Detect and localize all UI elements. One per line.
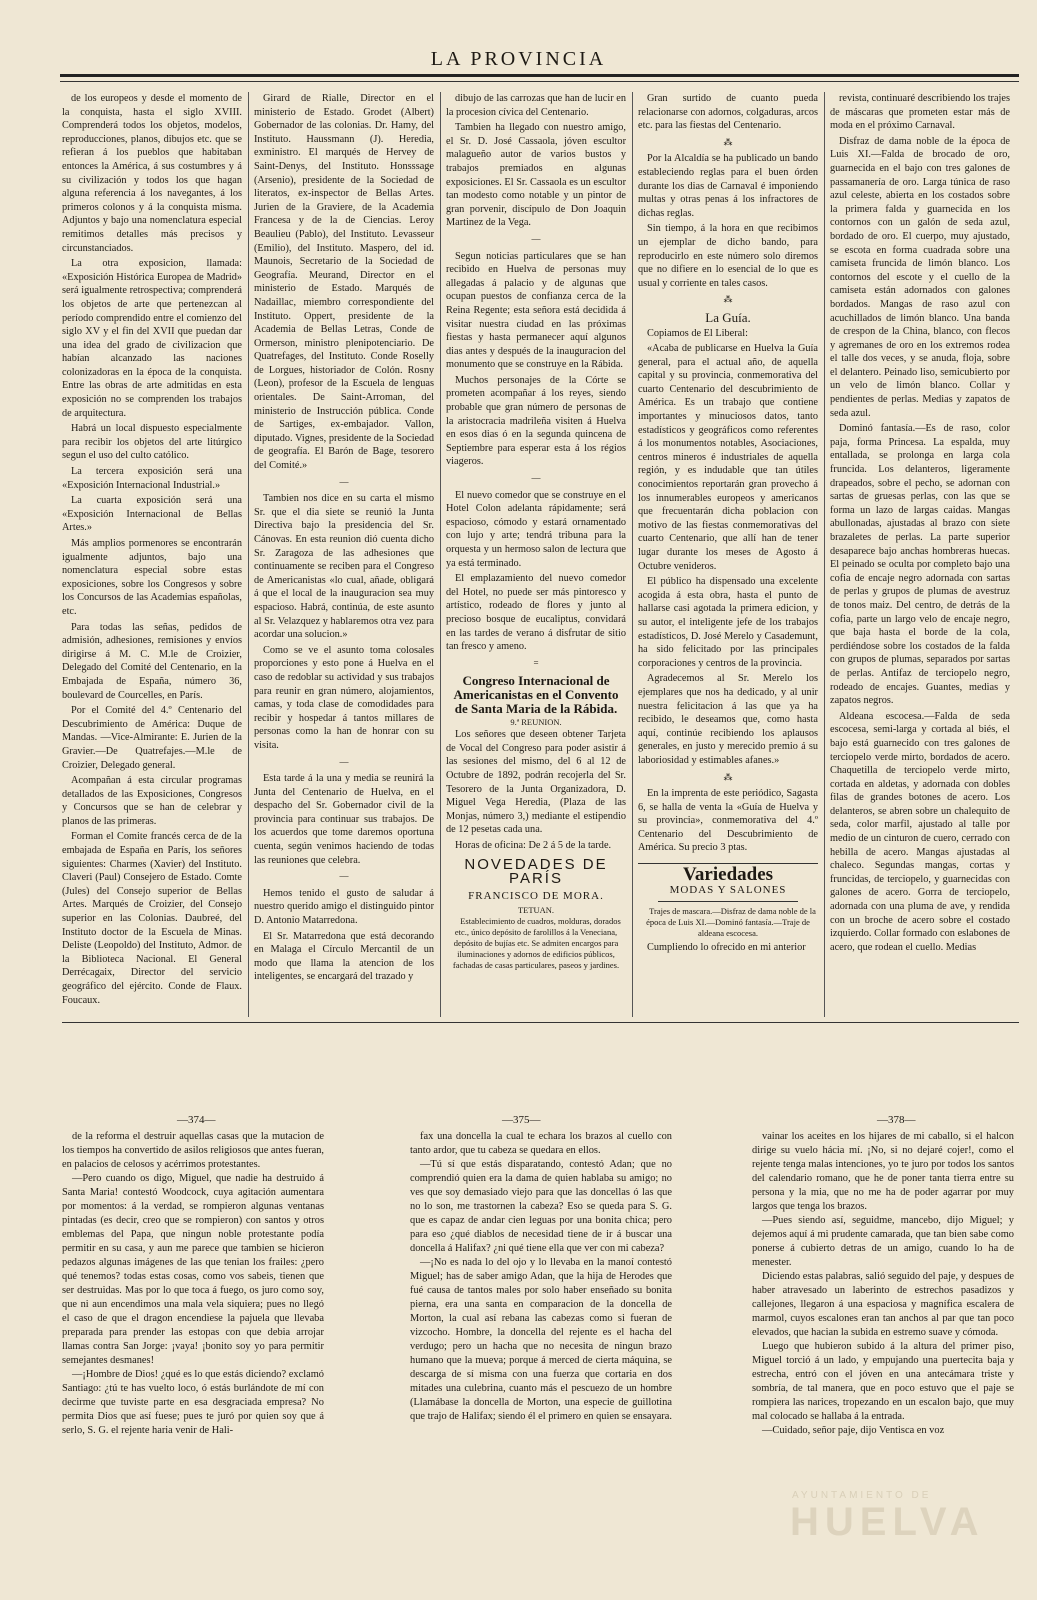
ornament: — [339,871,349,882]
paragraph: Segun noticias particulares que se han recibido en Huelva de personas muy allegadas á palacio y de algunas que ocupan puestos de confianza cerca de la Reina Regente; esta señora está decidida á visitar nuestra ciudad en las próximas fiestas y hasta permanecer aquí algunos dias antes y después de la inauguracion del monumento que se construye en la Rábida. [446,250,626,371]
page-number: —374— [177,1114,216,1126]
paragraph: de la reforma el destruir aquellas casas que la mutacion de los tiempos ha convertido de asilos religiosos que antes fueran, en palacios de celosos y acérrimos protestantes. [62,1131,324,1170]
columns-area [62,92,1022,1022]
page-number: —375— [502,1114,541,1126]
paragraph: Tambien ha llegado con nuestro amigo, el Sr. D. José Cassaola, jóven escultor malagueño autor de varios bustos y trabajos premiados en algunas exposiciones. El Sr. Cassaola es un escultor tan modesto como notable y un pintor de gran porvenir, discípulo de Don Joaquin Martinez de la Vega. [446,122,626,229]
masthead-rule [60,74,1019,77]
paragraph: Agradecemos al Sr. Merelo los ejemplares que nos ha dedicado, y al unir nuestra felicitacion á las que ya ha recibido, le deseamos que, como hasta aquí, continúe recibiendo los aplausos generales, en justo y merecido premio á su laboriosidad y estimables afanes.» [638,673,818,766]
paragraph: Como se ve el asunto toma colosales proporciones y esto pone á Huelva en el caso de redoblar su actividad y sus trabajos para reunir en gran número, alojamientos, camas, y toda clase de comodidades para recibir y hospedar á tantos millares de personas como la han de honrar con su visita. [254,644,434,751]
paragraph: revista, continuaré describiendo los trajes de máscaras que prometen estar más de moda en el próximo Carnaval. [830,93,1010,132]
paragraph: Esta tarde á la una y media se reunirá la Junta del Centenario de Huelva, en el despacho del Sr. Gobernador civil de la provincia para continuar sus trabajos. De los acuerdos que tome daremos oportuna cuenta, según venimos haciendo de todas las reuniones que celebra. [254,773,434,866]
paragraph: Hemos tenido el gusto de saludar á nuestro querido amigo el distinguido pintor D. Antonio Matarredona. [254,887,434,927]
paragraph: La tercera exposición será una «Exposición Internacional Industrial.» [62,466,242,491]
advert-body: Establecimiento de cuadros, molduras, dorados etc., único depósito de farolillos á la Veneciana, depósito de bujías etc. Se admiten encargos para iluminaciones y adornos de edificios públicos, fachadas de casas particulares, paseos y jardines. [452,916,621,971]
masthead: LA PROVINCIA [430,48,607,70]
ornament: ⁂ [723,771,733,782]
paragraph: —Pero cuando os digo, Miguel, que nadie ha destruido á Santa Maria! contestó Woodcock, cuya agitación aumentara por momentos: á la verdad, se rompieron algunas ventanas pintadas (es decir, creo que se rompieron) con santos y otros emblemas del Papa, que ningun noble protestante podía permitir en su casa, y aun me parece que tambien se hicieron pedazos algunas imágenes de las que tenian los frailes: ¿pero qué tenemos? todas estas cosas, como vos sabeis, tienen que ser destruidas. Mas por lo que toca á fuego, os juro como soy, que ni aun encendimos una mala vela siquiera; pues no llegó el caso de que el dragon encendiese la pajuela que llevaba preparada para prender las estopas con que debia arrojar llamas contra San Jorge: ¡vaya! ¡bonito soy yo para permitir semejantes desmanes! [62,1173,324,1366]
archive-watermark-sub: AYUNTAMIENTO DE [792,1490,932,1501]
column-divider [248,92,249,1017]
paragraph: En la imprenta de este periódico, Sagasta 6, se halla de venta la «Guía de Huelva y su provincia», conmemorativa del 4.º Centenario del Descubrimiento de América. Su precio 3 ptas. [638,788,818,854]
paragraph: El emplazamiento del nuevo comedor del Hotel, no puede ser más pintoresco y artístico, rodeado de flores y junto al precioso bosque de eucaliptus, convidará en las tardes de verano á disfrutar de sitio tan fresco y ameno. [446,573,626,653]
paragraph: La otra exposicion, llamada: «Exposición Histórica Europea de Madrid» será igualmente retrospectiva; comprenderá los objetos de arte que pertenezcan al período comprendido entre el comienzo del siglo XV y el fin del XVII que puedan dar una idea del grado de civilizacion que habían alcanzado las naciones colonizadoras en la época de la conquista. Entre las obras de arte admitidas en esta exposición no se comprenden los trabajos de arquitectura. [62,258,242,419]
folletin-column-1 [62,1130,324,1585]
column-2 [254,92,434,1017]
paragraph: Habrá un local dispuesto especialmente para recibir los objetos del arte litúrgico segun el uso del culto católico. [62,423,242,462]
column-5 [830,92,1010,1017]
congreso-subtitle: 9.ª REUNION. [510,717,562,728]
section-rule [658,901,798,902]
column-divider [632,92,633,1017]
paragraph: Horas de oficina: De 2 á 5 de la tarde. [455,839,612,851]
paragraph: Diciendo estas palabras, salió seguido del paje, y despues de haber atravesado un laberinto de estrechos pasadizos y callejones, llegaron á una espaciosa y magnífica escalera de marmol, cuyos escalones eran tan anchos al par que tan poco elevados, que hacian la subida en estremo suave y cómoda. [752,1271,1014,1338]
advert-street: TETUAN. [517,905,555,916]
page-number: —378— [877,1114,916,1126]
paragraph: de los europeos y desde el momento de la conquista, hasta el siglo XVIII. Comprenderá todos los objetos, modelos, reproducciones, planos, dibujos etc. que se refieran á los pueblos que habitaban entonces la América, á sus costumbres y á su civilización y todos los que hagan alguna referencia á los navegantes, á los primeros colonos y á la conquista misma. Adjuntos y bajo una nomenclatura especial remitimos detalles más precisos y circunstanciados. [62,93,242,254]
advert-name: FRANCISCO DE MORA. [468,889,604,902]
paragraph: La cuarta exposición será una «Exposición Internacional de Bellas Artes.» [62,495,242,534]
column-1 [62,92,242,1017]
ornament: ⁂ [723,136,733,147]
folletin-column-2 [410,1130,672,1585]
paragraph: El nuevo comedor que se construye en el Hotel Colon adelanta rápidamente; será espacioso, cómodo y estará ornamentado con lujo y arte; tendrá tribuna para la orquesta y un hermoso salon de lectura que ya está terminado. [446,489,626,569]
paragraph: El público ha dispensado una excelente acogida á esta obra, hasta el punto de hallarse casi agotada la primera edicion, y su autor, el inteligente jefe de los trabajos estadísticos, D. José Merelo y Casademunt, ha sido felicitado por las principales corporaciones y centros de la provincia. [638,576,818,669]
paragraph: El Sr. Matarredona que está decorando en Malaga el Círculo Mercantil de un modo que llama la atencion de los inteligentes, se encargará del trazado y [254,930,434,983]
paragraph: Dominó fantasía.—Es de raso, color paja, forma Princesa. La espalda, muy entallada, se prolonga en larga cola fruncida. Los delanteros, ligeramente drapeados, sobre el pecho, se adornan con sartas de gruesas perlas, con las que se forma un lazo de largas caidas. Mangas abullonadas, ajustadas al brazo con siete brazaletes de perlas. La parte superior desaparece bajo anchas hombreras huecas. El peinado se oculta por completo bajo una cofia de encaje negro adornada con sartas de perlas y grupos de plumas de avestruz de tonos maiz. Del centro, de detrás de la cofia, parte un largo velo de encaje negro, que baja hasta el borde de la cola, perdiéndose sobre los costados de la falda con grupos de plumas, separados por sartas de perlas. Antifaz de terciopelo negro, rodeado de encajes. Guantes, medias y zapatos negros. [830,423,1010,707]
paragraph: dibujo de las carrozas que han de lucir en la procesion cívica del Centenario. [446,93,626,118]
paragraph: Cumpliendo lo ofrecido en mi anterior [647,942,806,954]
paragraph: vainar los aceites en los hijares de mi caballo, si el halcon dirige su vuelo hácia mí. ¡No, si no dejaré cojer!, como el rejente tenga malas intenciones, yo te juro por todos los santos del calendario romano, que he de poner tanta tierra entre su persona y la mia, que no me ha de poder agarrar por muy largos que tenga los brazos. [752,1131,1014,1212]
variedades-heading: Variedades [638,863,818,882]
paragraph: Los señores que deseen obtener Tarjeta de Vocal del Congreso para poder asistir á las sesiones del mismo, del 6 al 12 de Octubre de 1892, podrán recojerla del Sr. Tesorero de la Junta Organizadora, D. Miguel Vega Heredia, (Plaza de las Monjas, número 3,) mediante el estipendio de 12 pesetas cada una. [446,729,626,836]
paragraph: Aldeana escocesa.—Falda de seda escocesa, semi-larga y cortada al biés, el bajo está guarnecido con tres galones de terciopelo verde mirto, bordados de acero. Chaquetilla de terciopelo verde mirto, cortada en aldetas, y adornada con dobles filas de grandes botones de acero. Los delanteros, se abren sobre un chalequito de seda, color marfil, ajustado al talle por medio de un cinturon de cuero, cerrado con hebilla de acero. Mangas ajustadas al chaleco. Segundas mangas, cortas y fruncidas, de terciopelo, y guarnecidas con galones de acero. Gorra de terciopelo, adornada con una pluma de ave, y rendida con un broche de acero sobre el costado izquierdo. Collar formado con eslabones de acero, que rodean el cuello. Medias [830,710,1010,953]
column-divider [824,92,825,1017]
paragraph: Forman el Comite francés cerca de de la embajada de España en París, los señores siguientes: Charmes (Xavier) del Instituto. Claveri (Paul) Consejero de Estado. Comte (Jules) del Consejo superior de Bellas Artes. Marqués de Croizier, del Consejo superior en las Colonias. Daubreé, del Instituto doctor de la Escuela de Minas. Deliste (Leopoldo) del Instituto, Admor. de la Biblioteca Nacional. El General Derrécagaix, Director del servicio geográfico del ejército. Conde de Flaux. Foucaux. [62,831,242,1006]
paragraph: Luego que hubieron subido á la altura del primer piso, Miguel torció á un lado, y empujando una puertecita baja y estrecha, entró con el jóven en una antecámara triste y sombría, de tal manera, que en poco estuvo que el paje se rompiera las narices, tropezando en un escalon bajo, que muy mal colocado se hallaba á la entrada. [752,1341,1014,1422]
paragraph: Copiamos de El Liberal: [647,327,748,339]
ornament: — [531,233,541,244]
paragraph: Por el Comité del 4.º Centenario del Descubrimiento de América: Duque de Mandas. —Vice-Almirante: E. Jurien de la Gravier.—De Quatrefajes.—M.le de Croizier, Delegado general. [62,705,242,771]
paragraph: Disfraz de dama noble de la época de Luis XI.—Falda de brocado de oro, guarnecida en el bajo con tres galones de passamanería de oro. Larga túnica de raso azul celeste, abierta en los costados sobre la primera falda y guarnecida en los contornos con un galón de seda azul, bordado de oro. El cuerpo, muy ajustado, se escota en forma cuadrada sobre una camiseta fruncida de limón blanco. Los contornos del escote y el cuello de la camiseta están adornados con galones bordados. Mangas de raso azul con acuchillados de limón blanco. Una banda de crespon de la China, blanco, con flecos y agremanes de oro en los extremos rodea el talle dos veces, y se anuda, floja, sobre el delantero. Peinado liso, semicubierto por un velo de limón blanco. Collar y pendientes de perlas. Medias y zapatos de seda azul. [830,135,1010,419]
variedades-subtitle: MODAS Y SALONES [669,883,787,896]
paragraph: Tambien nos dice en su carta el mismo Sr. que el dia siete se reunió la Junta Directiva bajo la presidencia del Sr. Cánovas. En esta reunion dió cuenta dicho Sr. Zaragoza de las adhesiones que continuamente se reciben para el Congreso de Americanistas «lo cual, añade, obligará á que el local de la inauguracion sea muy espacioso. Habrá, continúa, de este asunto al Sr. Velazquez y hablaremos otra vez para acordar una solucion.» [254,493,434,641]
paragraph: —¡Hombre de Dios! ¿qué es lo que estás diciendo? exclamó Santiago: ¿tú te has vuelto loco, ó estás burlándote de mí con decirme que tuviste parte en esa desgraciada empresa? No permita Dios que así fuese; pues te juró por quien soy que á serlo, S. G. el rejente haria venir de Hali- [62,1369,324,1436]
paragraph: —¡No es nada lo del ojo y lo llevaba en la manoí contestó Miguel; has de saber amigo Adan, que la hija de Herodes que fué causa de tantos males por solo haber enseñado su bonita pierna, era una santa en comparacion de la doncella de Morton, la cual así rebana las cabezas como si fueran de vizcocho. Hombre, la doncella del rejente es el hacha del verdugo; pero un hacha que no necesita de ningun brazo humano que la mueva; porque á merced de cierta máquina, se descarga de sí misma con una fuerza que cortaria en dos mitades una culebrina, cuanto más el pescuezo de un hombre (Llamábase la doncella de Morton, una especie de guillotina que trajo de Halifax; siendo él el primero en quien se ensayara. [410,1257,672,1422]
ornament: — [339,756,349,767]
column-divider [440,92,441,1017]
paragraph: fax una doncella la cual te echara los brazos al cuello con tanto ardor, que tu cabeza se quedara en ellos. [410,1131,672,1156]
masthead-rule-thin [60,81,1019,82]
paragraph: Girard de Rialle, Director en el ministerio de Estado. Grodet (Albert) Gobernador de las colonias. Dr. Hamy, del Instituto. Haussmann (J). Heredia, exministro. El marqués de Hervey de Saint-Denys, del Instituto. Honsssage (Arsenio), presidente de la Sociedad de literatos, ex-inspector de Bellas Artes. Jurien de la Graviere, de la Academia Francesa y de la de Ciencias. Leroy Beaulieu (Pablo), del Instituto. Levasseur (Emilio), del Instituto. Maspero, del id. Maunois, Secretario de la Sociedad de Geografía. Meurand, Director en el ministerio de Estado. Marqués de Nadaillac, miembro correspondiente del Instituto. Oppert, presidente de la Academia de Bellas Letras, Conde de Ormerson, ministro plenipotenciario. De Quatrefages, del Instituto. Conde Roselly de Lorgues, historiador de Colón. Rosny (Leon), profesor de la Escuela de lenguas orientales. De Saint-Arroman, del ministerio de Instrucción pública. Conde de Sartiges, ex-embajador. Vallon, diputado. Vignes, presidente de la Sociedad de geografía. El Barón de Bage, tesorero del Comité.» [254,93,434,472]
paragraph: «Acaba de publicarse en Huelva la Guía general, para el actual año, de aquella capital y su provincia, conmemorativa del cuarto Centenario del descubrimiento de América. Es un trabajo que contiene importantes y minuciosos datos, tanto estadísticos y geográficos como referentes á los monumentos notables, Asociaciones, centros mineros é industriales de aquella región, y es indudable que tan útiles conocimientos reportarán gran provecho á los innumerables europeos y americanos que frecuentarán dicha poblacion con motivo de las fiestas conmemorativas del cuarto Centenario, que allí han de tener lugar durante los meses de Agosto á Octubre venideros. [638,343,818,572]
paragraph: Muchos personajes de la Córte se prometen acompañar á los reyes, siendo probable que gran número de personas de la aristocracia madrileña visiten á Huelva en esos dias ó en la segunda quincena de Septiembre para esperar esta á los régios viageros. [446,374,626,468]
paragraph: —Cuidado, señor paje, dijo Ventisca en voz [762,1425,945,1436]
column-3 [446,92,626,1017]
paragraph: —Pues siendo así, seguidme, mancebo, dijo Miguel; y dejemos aquí á mi prudente camarada, que tan bien sabe como ponerse á cubierto detras de un amigo, cuando lo ha de menester. [752,1215,1014,1268]
ornament: — [339,476,349,487]
paragraph: Sin tiempo, á la hora en que recibimos un ejemplar de dicho bando, para reproducirlo en este número solo diremos que no difiere en lo esencial de lo que es usual y corriente en tales casos. [638,223,818,289]
paragraph: Para todas las señas, pedidos de admisión, adhesiones, remisiones y envíos dirigirse á M. C. M.le de Croizier, Delegado del Comité del Centenario, en la Embajada de España, número 36, boulevard de Courcelles, en París. [62,621,242,701]
ornament: ⁂ [723,294,733,305]
paragraph: Por la Alcaldía se ha publicado un bando estableciendo reglas para el buen órden durante los dias de Carnaval é imponiendo multas y otras penas á los infractores de dichas reglas. [638,153,818,219]
paragraph: Acompañan á esta circular programas detallados de las Exposiciones, Congresos y Concursos que se han de celebrar y planos de las primeras. [62,775,242,827]
variedades-summary: Trajes de mascara.—Disfraz de dama noble de la época de Luis XI.—Dominó fantasía.—Traje de aldeana escocesa. [646,906,816,939]
guia-heading: La Guía. [705,309,751,325]
ornament: = [533,657,539,668]
paragraph: Gran surtido de cuanto pueda relacionarse con adornos, colgaduras, arcos etc. para las fiestas del Centenario. [638,93,818,132]
advert-heading: NOVEDADES DE PARÍS [464,856,608,888]
paragraph: Más amplios pormenores se encontrarán igualmente adjuntos, bajo una nomenclatura especial sobre estas exposiciones, sobre los Congresos y sobre los Concursos de las Academias españolas, etc. [62,538,242,617]
congreso-heading: Congreso Internacional de Americanistas en el Convento de Santa Maria de la Rábida. [453,673,619,716]
paragraph: —Tú sí que estás disparatando, contestó Adan; que no comprendió quien era la dama de quien hablaba su amigo; no ves que soy demasiado viejo para que las doncellas ó las que no lo son, me trastornen la cabeza? Eso se queda para S. G. que es capaz de andar cien leguas por una bonita chica; pero para eso ¿qué diablos de necesidad tiene de ir á buscar una doncella á Halifax? ¿ni qué tiene ella que ver con mi cabeza? [410,1159,672,1254]
archive-watermark: HUELVA [790,1500,985,1544]
fold-divider [62,1022,1019,1023]
column-4 [638,92,818,1017]
ornament: — [531,473,541,484]
